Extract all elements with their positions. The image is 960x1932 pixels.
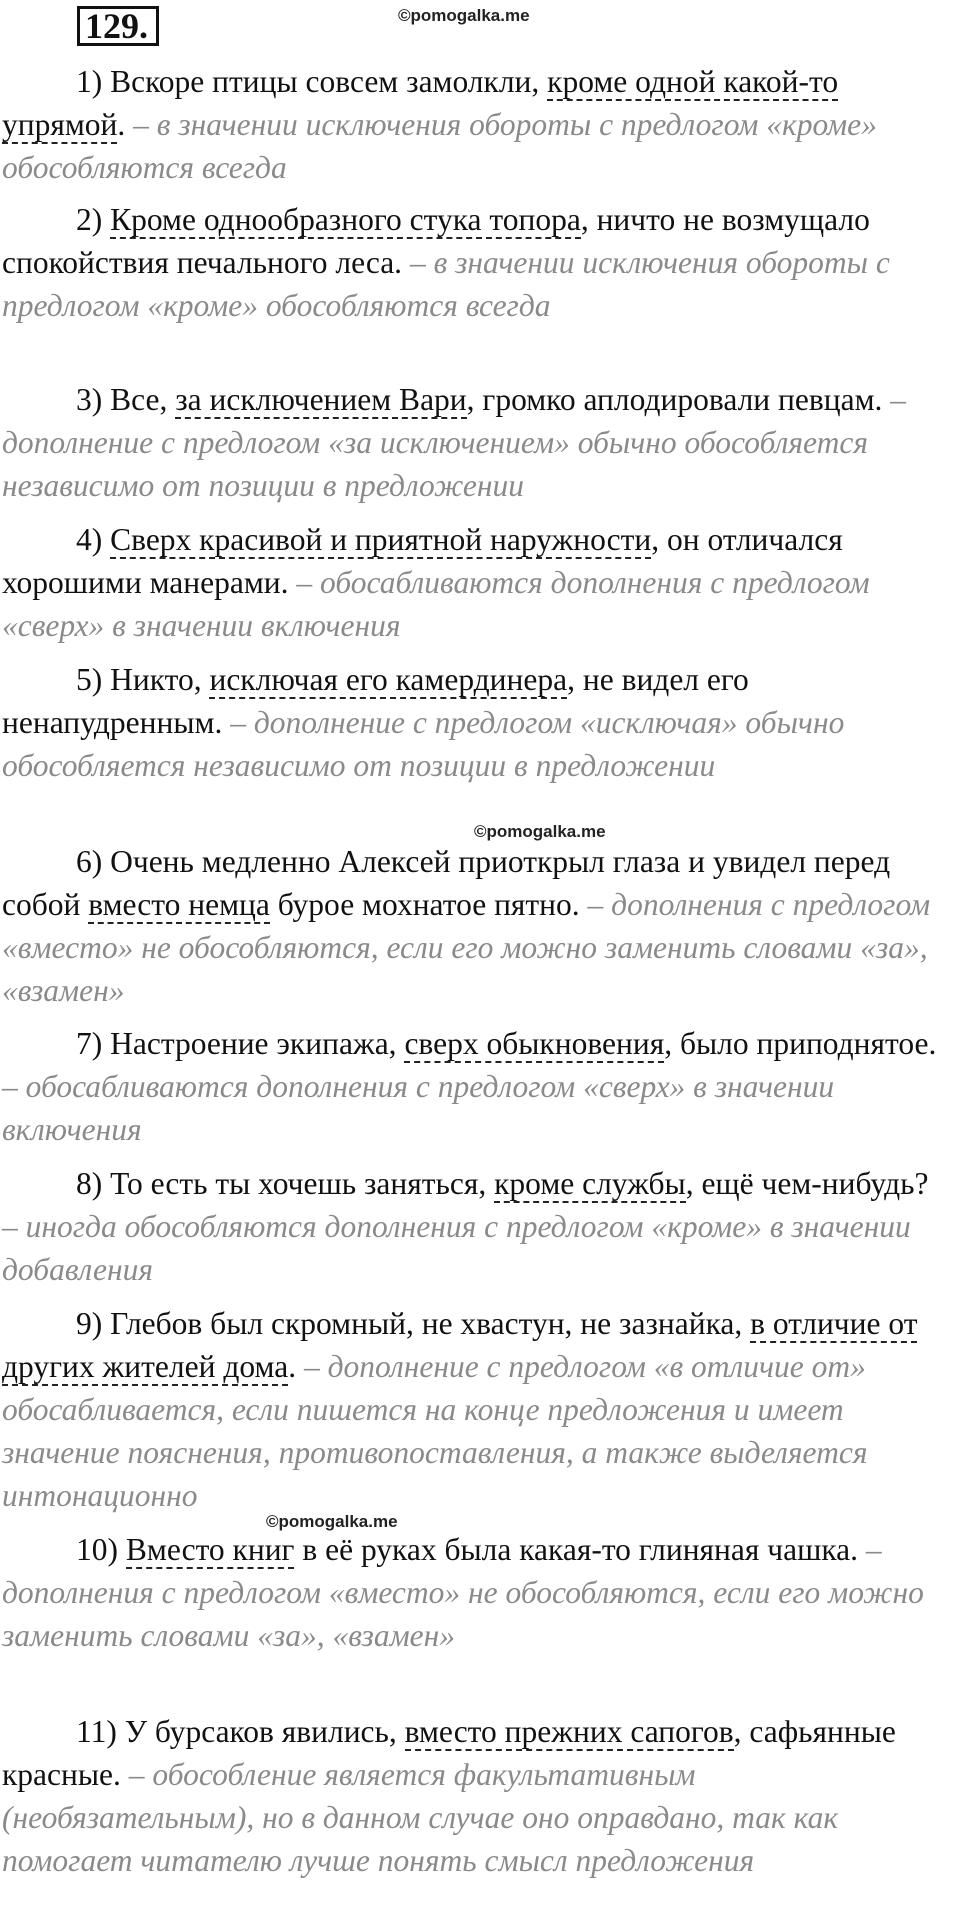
underlined-phrase: кроме одной какой-то упрямой (2, 64, 839, 142)
sentence-8: 8) То есть ты хочешь заняться, кроме службы, ещё чем-нибудь? – иногда обособляются дополнения с предлогом «кроме» в значении добавления (2, 1166, 929, 1287)
watermark: ©pomogalka.me (398, 6, 530, 25)
underlined-phrase: исключая его камердинера (209, 662, 568, 697)
sentence-11: 11) У бурсаков явились, вместо прежних сапогов, сафьянные красные. – обособление является факультативным (необязательным), но в данном случае оно оправдано, так как помогает читателю лучше понять смысл предложения (2, 1714, 896, 1878)
comment: – дополнения с предлогом «вместо» не обособляются, если его можно заменить словами «за», «взамен» (2, 887, 931, 1008)
watermark: ©pomogalka.me (266, 1512, 398, 1531)
sentence-1: 1) Вскоре птицы совсем замолкли, кроме одной какой-то упрямой. – в значении исключения обороты с предлогом «кроме» обособляются всегда (2, 64, 877, 185)
sentence-4: 4) Сверх красивой и приятной наружности, он отличался хорошими манерами. – обосабливаются дополнения с предлогом «сверх» в значении включения (2, 522, 870, 643)
comment: – дополнение с предлогом «исключая» обычно обособляется независимо от позиции в предложении (2, 705, 845, 783)
watermark: ©pomogalka.me (474, 822, 606, 841)
comment: – обособление является факультативным (необязательным), но в данном случае оно оправдано, так как помогает читателю лучше понять смысл предложения (2, 1757, 839, 1878)
sentence-9: 9) Глебов был скромный, не хвастун, не зазнайка, в отличие от других жителей дома. – дополнение с предлогом «в отличие от» обосабливается, если пишется на конце предложения и имеет значение пояснения, противопоставления, а также выделяется интонационно (2, 1306, 918, 1513)
underlined-phrase: за исключением Вари (175, 382, 467, 417)
comment: – в значении исключения обороты с предлогом «кроме» обособляются всегда (2, 245, 890, 323)
underlined-phrase: Кроме однообразного стука топора (110, 202, 581, 237)
sentence-7: 7) Настроение экипажа, сверх обыкновения, было приподнятое. – обосабливаются дополнения с предлогом «сверх» в значении включения (2, 1026, 937, 1147)
comment: – обосабливаются дополнения с предлогом «сверх» в значении включения (2, 565, 870, 643)
comment: – дополнение с предлогом «в отличие от» обосабливается, если пишется на конце предложения и имеет значение пояснения, противопоставления, а также выделяется интонационно (2, 1349, 868, 1513)
underlined-phrase: в отличие от других жителей дома (2, 1306, 918, 1384)
exercise-number: 129. (85, 6, 148, 46)
comment: – в значении исключения обороты с предлогом «кроме» обособляются всегда (2, 107, 877, 185)
underlined-phrase: вместо прежних сапогов (404, 1714, 734, 1749)
underlined-phrase: Вместо книг (125, 1532, 295, 1567)
comment: – обосабливаются дополнения с предлогом «сверх» в значении включения (2, 1069, 835, 1147)
comment: – иногда обособляются дополнения с предлогом «кроме» в значении добавления (2, 1209, 911, 1287)
sentence-10: 10) Вместо книг в её руках была какая-то глиняная чашка. – дополнения с предлогом «вместо» не обособляются, если его можно заменить словами «за», «взамен» (2, 1532, 924, 1653)
underlined-phrase: кроме службы (494, 1166, 686, 1201)
underlined-phrase: сверх обыкновения (404, 1026, 665, 1061)
comment: – дополнение с предлогом «за исключением» обычно обособляется независимо от позиции в предложении (2, 382, 907, 503)
sentence-5: 5) Никто, исключая его камердинера, не видел его ненапудренным. – дополнение с предлогом «исключая» обычно обособляется независимо от позиции в предложении (2, 662, 845, 783)
sentence-6: 6) Очень медленно Алексей приоткрыл глаза и увидел перед собой вместо немца бурое мохнатое пятно. – дополнения с предлогом «вместо» не обособляются, если его можно заменить словами «за», «взамен» (2, 844, 931, 1008)
comment: – дополнения с предлогом «вместо» не обособляются, если его можно заменить словами «за», «взамен» (2, 1532, 924, 1653)
sentence-3: 3) Все, за исключением Вари, громко аплодировали певцам. – дополнение с предлогом «за исключением» обычно обособляется независимо от позиции в предложении (2, 382, 907, 503)
underlined-phrase: вместо немца (88, 887, 270, 922)
underlined-phrase: Сверх красивой и приятной наружности (110, 522, 652, 557)
sentence-2: 2) Кроме однообразного стука топора, ничто не возмущало спокойствия печального леса. – в значении исключения обороты с предлогом «кроме» обособляются всегда (2, 202, 890, 323)
